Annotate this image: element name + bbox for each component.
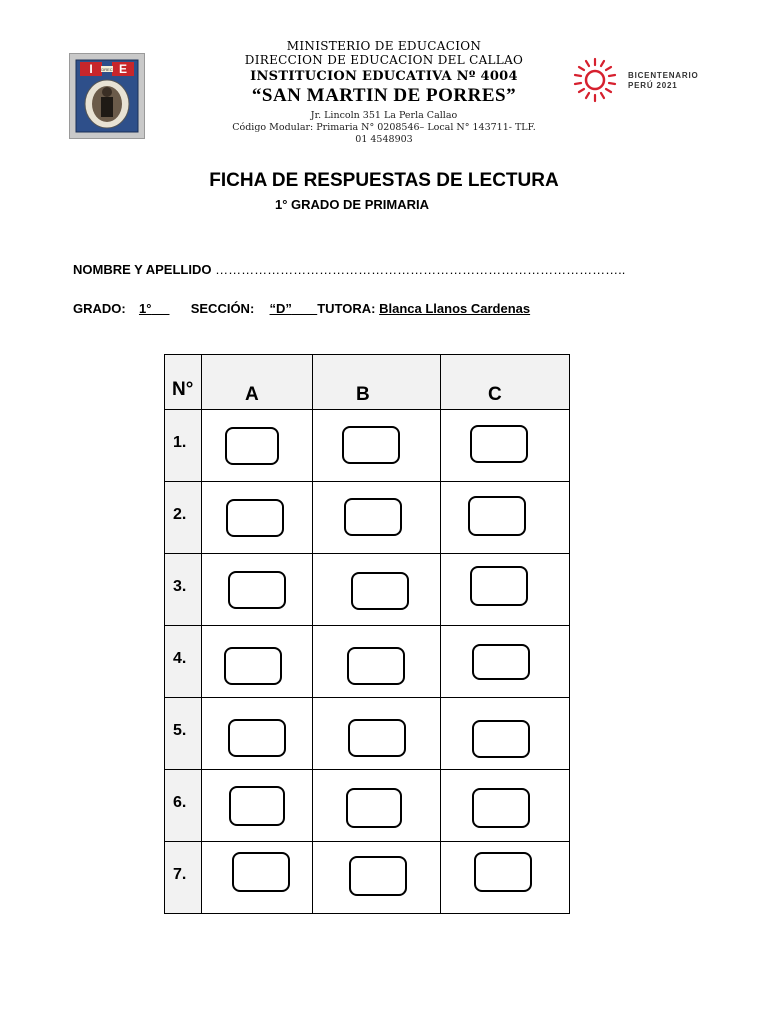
answer-box-c[interactable] — [470, 566, 528, 606]
answer-box-b[interactable] — [348, 719, 406, 757]
answer-cell-b — [313, 554, 441, 626]
row-number: 3. — [165, 554, 202, 626]
row-number: 2. — [165, 482, 202, 554]
answer-cell-c — [441, 482, 570, 554]
table-row — [165, 410, 570, 482]
address-line: Jr. Lincoln 351 La Perla Callao — [310, 110, 458, 121]
answer-cell-c — [441, 626, 570, 698]
answer-cell-b — [313, 626, 441, 698]
grade-label: GRADO: — [73, 301, 126, 316]
table-row — [165, 482, 570, 554]
logo-letter-i: I — [89, 62, 93, 76]
answer-cell-c — [441, 842, 570, 914]
answer-box-b[interactable] — [347, 647, 405, 685]
school-crest-icon — [70, 54, 144, 138]
answer-box-b[interactable] — [344, 498, 402, 536]
table-row — [165, 554, 570, 626]
row-number: 6. — [165, 770, 202, 842]
table-header-row — [165, 355, 570, 410]
answer-box-b[interactable] — [349, 856, 407, 896]
bicentenario-year: PERÚ 2021 — [628, 81, 678, 90]
answer-box-c[interactable] — [472, 644, 530, 680]
answer-box-a[interactable] — [225, 427, 279, 465]
answer-box-c[interactable] — [474, 852, 532, 892]
page-title — [0, 170, 768, 192]
answer-cell-a — [202, 626, 313, 698]
answer-cell-b — [313, 842, 441, 914]
logo-badge: DREC — [101, 67, 113, 72]
page-title-text: FICHA DE RESPUESTAS DE LECTURA — [209, 170, 559, 191]
name-field[interactable] — [73, 262, 625, 277]
row-number: 4. — [165, 626, 202, 698]
answer-box-c[interactable] — [472, 788, 530, 828]
answer-box-b[interactable] — [342, 426, 400, 464]
school-name: “SAN MARTIN DE PORRES” — [251, 85, 517, 106]
table-row — [165, 626, 570, 698]
tutor-value: Blanca Llanos Cardenas — [379, 301, 531, 316]
answer-cell-a — [202, 842, 313, 914]
ministry-line: MINISTERIO DE EDUCACION — [286, 39, 482, 53]
bicentenario-logo — [568, 55, 708, 107]
direction-line: DIRECCION DE EDUCACION DEL CALLAO — [244, 53, 524, 67]
answer-cell-b — [313, 698, 441, 770]
answer-box-a[interactable] — [232, 852, 290, 892]
table-row — [165, 842, 570, 914]
answer-cell-b — [313, 770, 441, 842]
answer-cell-a — [202, 698, 313, 770]
answer-cell-c — [441, 698, 570, 770]
phone-line: 01 4548903 — [355, 134, 413, 144]
section-value: “D” — [269, 301, 292, 316]
answer-box-a[interactable] — [229, 786, 285, 826]
logo-letter-e: E — [118, 62, 128, 76]
row-number: 1. — [165, 410, 202, 482]
answer-cell-c — [441, 410, 570, 482]
name-label: NOMBRE Y APELLIDO — [73, 262, 212, 277]
header-b: B — [313, 355, 441, 410]
row-number: 7. — [165, 842, 202, 914]
header-a: A — [202, 355, 313, 410]
institution-line: INSTITUCION EDUCATIVA Nº 4004 — [250, 69, 518, 84]
table-row — [165, 698, 570, 770]
answer-cell-a — [202, 482, 313, 554]
answer-cell-c — [441, 554, 570, 626]
answer-box-a[interactable] — [226, 499, 284, 537]
header-n: N° — [165, 355, 202, 410]
answer-cell-a — [202, 410, 313, 482]
answer-box-c[interactable] — [470, 425, 528, 463]
answer-box-c[interactable] — [468, 496, 526, 536]
answer-box-c[interactable] — [472, 720, 530, 758]
name-dots: ………………………………………………………………………………….. — [215, 262, 626, 277]
answer-box-b[interactable] — [346, 788, 402, 828]
answer-box-a[interactable] — [228, 719, 286, 757]
row-number: 5. — [165, 698, 202, 770]
tutor-label: TUTORA: — [317, 301, 376, 316]
section-label: SECCIÓN: — [190, 301, 255, 316]
page-subtitle: 1° GRADO DE PRIMARIA — [275, 197, 429, 212]
bicentenario-emblem-icon — [568, 55, 622, 107]
answer-box-a[interactable] — [228, 571, 286, 609]
answer-cell-a — [202, 770, 313, 842]
answer-cell-b — [313, 482, 441, 554]
answer-cell-c — [441, 770, 570, 842]
header-c: C — [441, 355, 570, 410]
answer-cell-a — [202, 554, 313, 626]
codes-line: Código Modular: Primaria N° 0208546– Local N° 143711- TLF. — [232, 122, 536, 133]
answer-box-b[interactable] — [351, 572, 409, 610]
answer-box-a[interactable] — [224, 647, 282, 685]
answer-cell-b — [313, 410, 441, 482]
school-logo — [69, 53, 145, 139]
grade-value: 1° — [138, 301, 152, 316]
grade-row — [73, 301, 530, 316]
table-row — [165, 770, 570, 842]
answer-table — [164, 354, 570, 914]
bicentenario-label: BICENTENARIO — [628, 71, 699, 80]
